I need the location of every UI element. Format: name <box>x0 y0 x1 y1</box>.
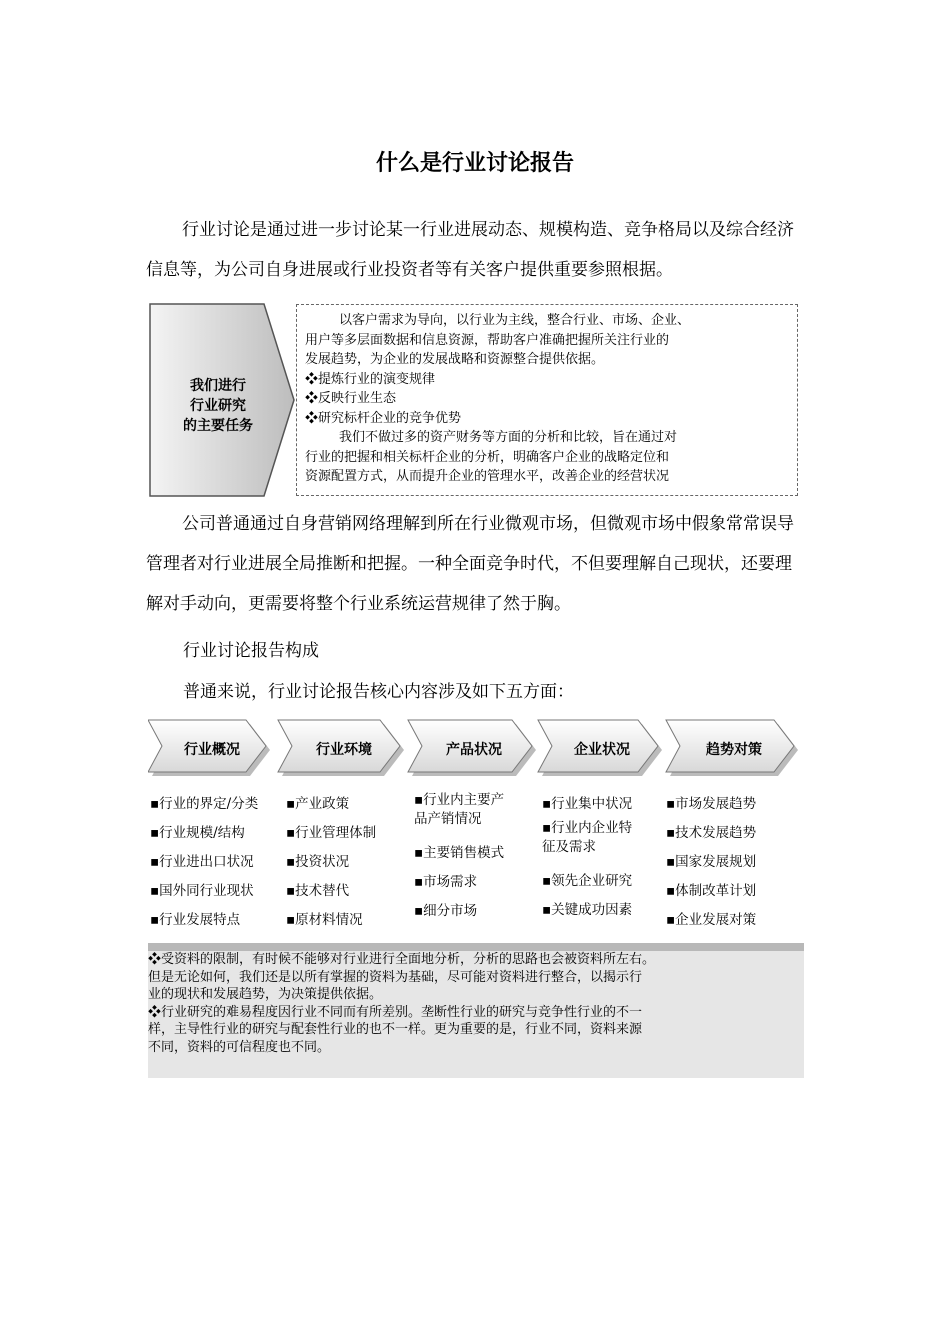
list-item: ▪市场发展趋势 <box>666 796 757 812</box>
header-enterprise-status: 企业状况 <box>574 742 630 758</box>
list-item-line: 品产销情况 <box>414 811 482 827</box>
column-trend-strategy <box>666 790 756 935</box>
list-item <box>542 819 632 857</box>
header-industry-overview: 行业概况 <box>184 742 240 758</box>
list-item: ▪原材料情况 <box>286 912 363 928</box>
note-top-bar <box>148 943 804 951</box>
note-line: ❖受资料的限制，有时候不能够对行业进行全面地分析，分析的思路也会被资料所左右。 <box>148 952 656 967</box>
task-bullet: ❖反映行业生态 <box>305 391 397 406</box>
list-item: ▪行业的界定/分类 <box>150 796 259 812</box>
list-item: ▪领先企业研究 <box>542 873 633 889</box>
note-line: 但是无论如何，我们还是以所有掌握的资料为基础，尽可能对资料进行整合，以揭示行 <box>148 969 643 985</box>
list-item: ▪行业规模/结构 <box>150 825 245 841</box>
list-item-line: ▪行业内主要产 <box>414 792 505 808</box>
note-line: 样，主导性行业的研究与配套性行业的也不一样。更为重要的是，行业不同，资料来源 <box>148 1022 643 1037</box>
list-item: ▪投资状况 <box>286 854 350 870</box>
list-item: ▪市场需求 <box>414 874 478 890</box>
task-text-line: 发展趋势，为企业的发展战略和资源整合提供依据。 <box>305 352 605 367</box>
header-trend-strategy: 趋势对策 <box>706 742 762 758</box>
note-line: 不同，资料的可信程度也不同。 <box>148 1039 331 1055</box>
list-item: ▪技术替代 <box>286 883 350 899</box>
task-text-line: 资源配置方式，从而提升企业的管理水平，改善企业的经营状况 <box>305 469 670 484</box>
list-item: ▪主要销售模式 <box>414 845 505 861</box>
task-bullet: ❖研究标杆企业的竞争优势 <box>305 410 462 426</box>
task-label-line: 我们进行 <box>190 378 246 394</box>
task-label <box>158 376 278 436</box>
list-item: ▪国外同行业现状 <box>150 883 254 899</box>
section-line: 普通来说，行业讨论报告核心内容涉及如下五方面： <box>183 682 574 702</box>
column-industry-overview <box>150 790 258 935</box>
page-title: 什么是行业讨论报告 <box>375 151 574 176</box>
list-item: ▪技术发展趋势 <box>666 825 757 841</box>
list-item <box>414 786 504 829</box>
task-text-line: 用户等多层面数据和信息资源，帮助客户准确把握所关注行业的 <box>305 332 670 348</box>
list-item: ▪企业发展对策 <box>666 912 757 928</box>
list-item-line: ▪行业内企业特 <box>542 820 633 836</box>
list-item: ▪行业集中状况 <box>542 796 633 812</box>
list-item: ▪行业管理体制 <box>286 825 377 841</box>
report-structure-figure <box>148 716 804 1076</box>
header-product-status: 产品状况 <box>446 742 502 758</box>
task-label-line: 的主要任务 <box>183 418 253 434</box>
list-item: ▪关键成功因素 <box>542 902 633 918</box>
column-product-status <box>414 786 504 926</box>
note-line: 业的现状和发展趋势，为决策提供依据。 <box>148 987 383 1002</box>
list-item: ▪国家发展规划 <box>666 854 757 870</box>
list-item: ▪行业进出口状况 <box>150 854 254 870</box>
note-box <box>148 943 804 1078</box>
header-industry-environment: 行业环境 <box>316 742 372 758</box>
task-bullet: ❖提炼行业的演变规律 <box>305 371 436 387</box>
task-label-line: 行业研究 <box>190 398 246 414</box>
task-text-line: 我们不做过多的资产财务等方面的分析和比较，旨在通过对 <box>339 430 678 445</box>
body-paragraph: 公司普通通过自身营销网络理解到所在行业微观市场，但微观市场中假象常常误导管理者对行业进展全局推断和把握。一种全面竞争时代，不但要理解自己现状，还要理解对手动向，更需要将整个行业系统运营规律了然于胸。 <box>146 514 794 614</box>
list-item: ▪体制改革计划 <box>666 883 757 899</box>
note-line: ❖行业研究的难易程度因行业不同而有所差别。垄断性行业的研究与竞争性行业的不一 <box>148 1004 643 1020</box>
task-description-box <box>296 304 798 496</box>
task-text-line: 以客户需求为导向，以行业为主线，整合行业、市场、企业、 <box>339 313 691 328</box>
section-line: 行业讨论报告构成 <box>183 641 319 661</box>
task-text-line: 行业的把握和相关标杆企业的分析，明确客户企业的战略定位和 <box>305 449 670 465</box>
column-industry-environment <box>286 790 376 935</box>
list-item-line: 征及需求 <box>542 839 596 855</box>
column-enterprise-status <box>542 790 632 925</box>
research-task-figure <box>148 300 800 498</box>
list-item: ▪细分市场 <box>414 903 478 919</box>
list-item: ▪行业发展特点 <box>150 912 241 928</box>
list-item: ▪产业政策 <box>286 796 350 812</box>
intro-paragraph: 行业讨论是通过进一步讨论某一行业进展动态、规模构造、竞争格局以及综合经济信息等，为公司自身进展或行业投资者等有关客户提供重要参照根据。 <box>146 220 794 280</box>
